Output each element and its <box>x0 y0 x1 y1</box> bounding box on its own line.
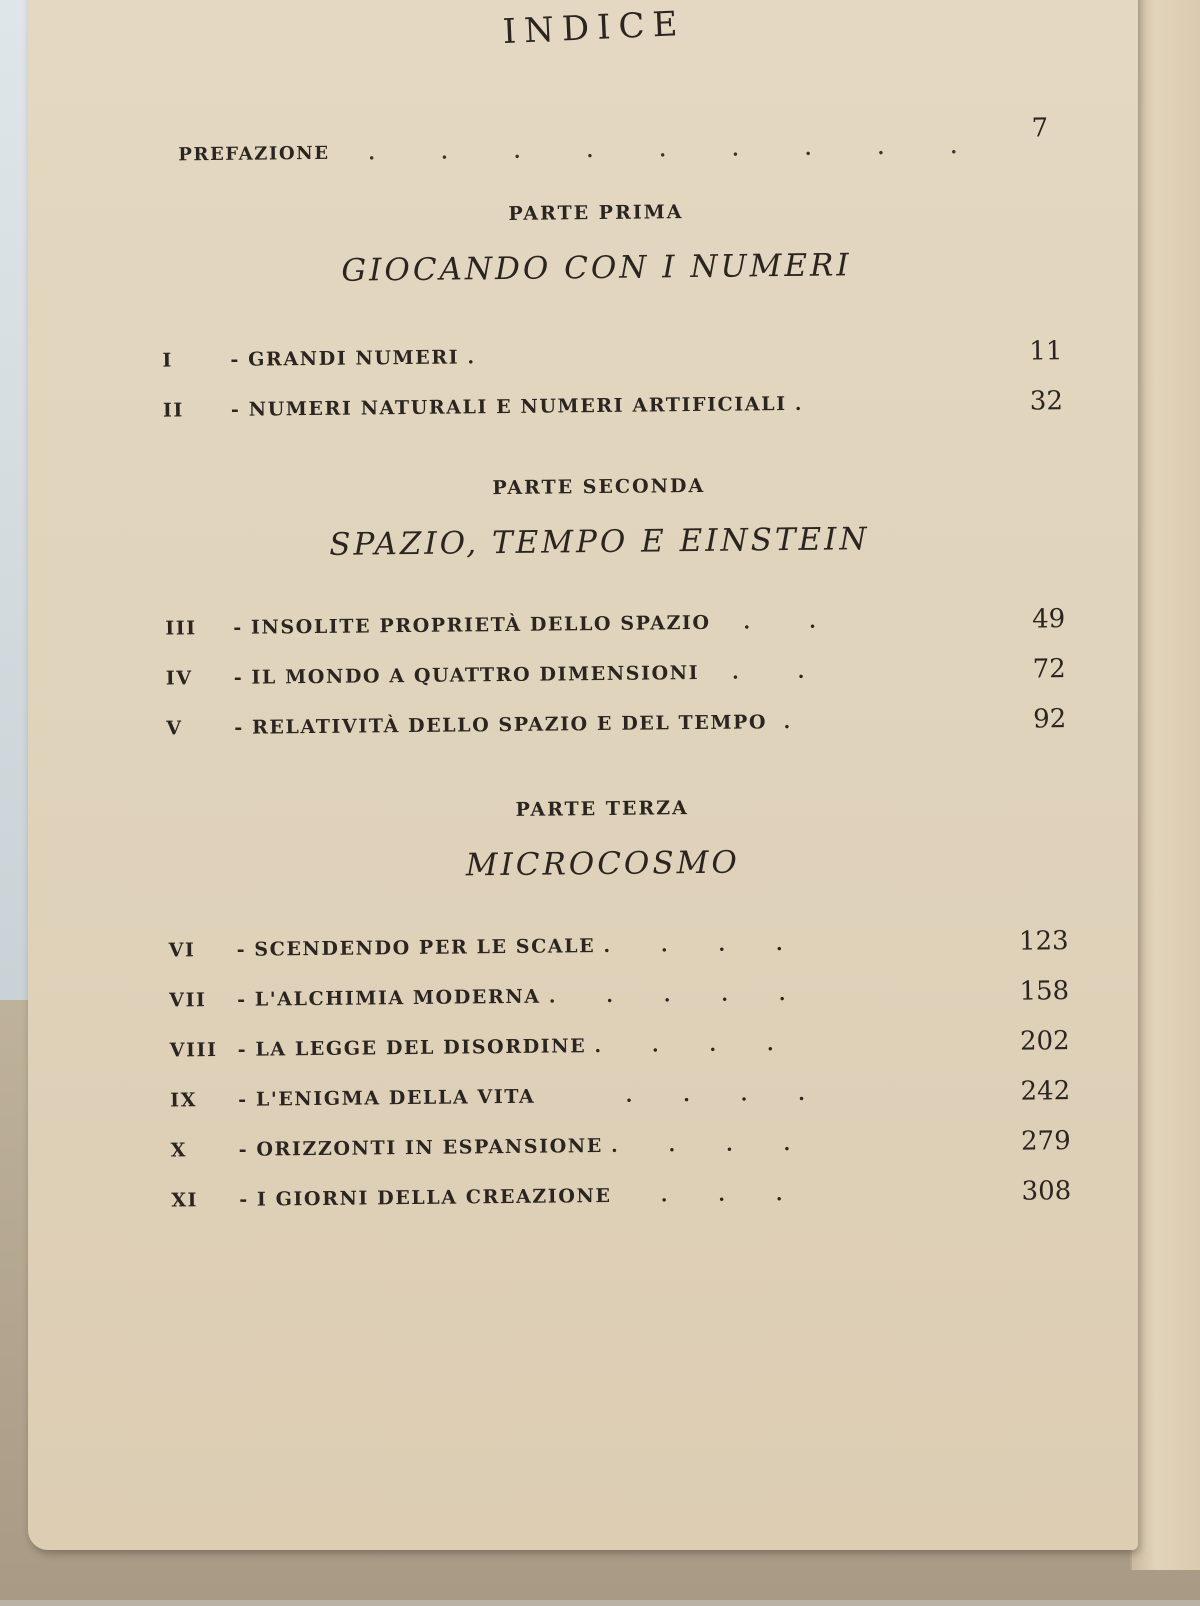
entry-title: - SCENDENDO PER LE SCALE . . . . <box>236 933 785 961</box>
toc-entry <box>170 1076 1071 1119</box>
page-number: 32 <box>1029 386 1064 417</box>
chapter-number: X <box>170 1139 188 1162</box>
page-number: 242 <box>1020 1076 1071 1107</box>
toc-entry <box>166 704 1067 747</box>
entry-title: - ORIZZONTI IN ESPANSIONE . . . . <box>238 1133 792 1161</box>
part-label: PARTE PRIMA <box>508 201 684 225</box>
entry-title: - NUMERI NATURALI E NUMERI ARTIFICIALI . <box>230 392 804 421</box>
chapter-number: II <box>162 399 185 422</box>
entry-title: - GRANDI NUMERI . <box>230 346 476 371</box>
toc-entry <box>165 604 1066 647</box>
chapter-number: VI <box>168 939 196 962</box>
toc-entry <box>162 386 1064 429</box>
chapter-number: VIII <box>169 1039 218 1062</box>
toc-entry-preface <box>178 113 1049 174</box>
page-number: 11 <box>1029 336 1063 367</box>
page-number: 123 <box>1018 926 1069 957</box>
leader-dots: . . . . . . . . . <box>368 136 958 165</box>
page-number: 202 <box>1019 1026 1070 1057</box>
part-title: SPAZIO, TEMPO E EINSTEIN <box>329 521 870 563</box>
page-number: 72 <box>1032 654 1066 685</box>
chapter-number: IX <box>170 1089 198 1112</box>
entry-title: - LA LEGGE DEL DISORDINE . . . . <box>237 1033 776 1061</box>
page-title: INDICE <box>501 3 687 53</box>
toc-entry <box>169 976 1070 1019</box>
entry-title: - RELATIVITÀ DELLO SPAZIO E DEL TEMPO . <box>234 710 792 739</box>
toc-entry <box>165 654 1066 697</box>
toc-entry <box>168 926 1069 969</box>
entry-title: - L'ALCHIMIA MODERNA . . . . . <box>237 983 788 1011</box>
page-number: 7 <box>1031 113 1049 144</box>
page-number: 49 <box>1031 604 1066 635</box>
toc-entry <box>169 1026 1070 1069</box>
chapter-number: V <box>166 717 183 740</box>
part-label: PARTE TERZA <box>515 797 689 821</box>
part-title: GIOCANDO CON I NUMERI <box>341 247 852 289</box>
page-number: 92 <box>1033 704 1067 735</box>
chapter-number: I <box>162 349 174 372</box>
entry-title: PREFAZIONE <box>178 142 330 166</box>
page-number: 308 <box>1021 1176 1072 1207</box>
chapter-number: XI <box>171 1189 199 1212</box>
part-label: PARTE SECONDA <box>492 474 706 500</box>
entry-title: - INSOLITE PROPRIETÀ DELLO SPAZIO . . <box>233 610 818 639</box>
toc-entry <box>162 336 1063 379</box>
chapter-number: III <box>165 617 197 640</box>
part-title: MICROCOSMO <box>465 844 740 884</box>
toc-entry <box>170 1126 1071 1169</box>
page-number: 158 <box>1019 976 1070 1007</box>
toc-entry <box>171 1176 1072 1219</box>
entry-title: - I GIORNI DELLA CREAZIONE . . . <box>239 1183 785 1211</box>
entry-title: - L'ENIGMA DELLA VITA . . . . <box>238 1082 807 1111</box>
entry-title: - IL MONDO A QUATTRO DIMENSIONI . . <box>233 660 807 689</box>
page-number: 279 <box>1020 1126 1071 1157</box>
chapter-number: VII <box>169 989 207 1012</box>
chapter-number: IV <box>165 667 193 690</box>
